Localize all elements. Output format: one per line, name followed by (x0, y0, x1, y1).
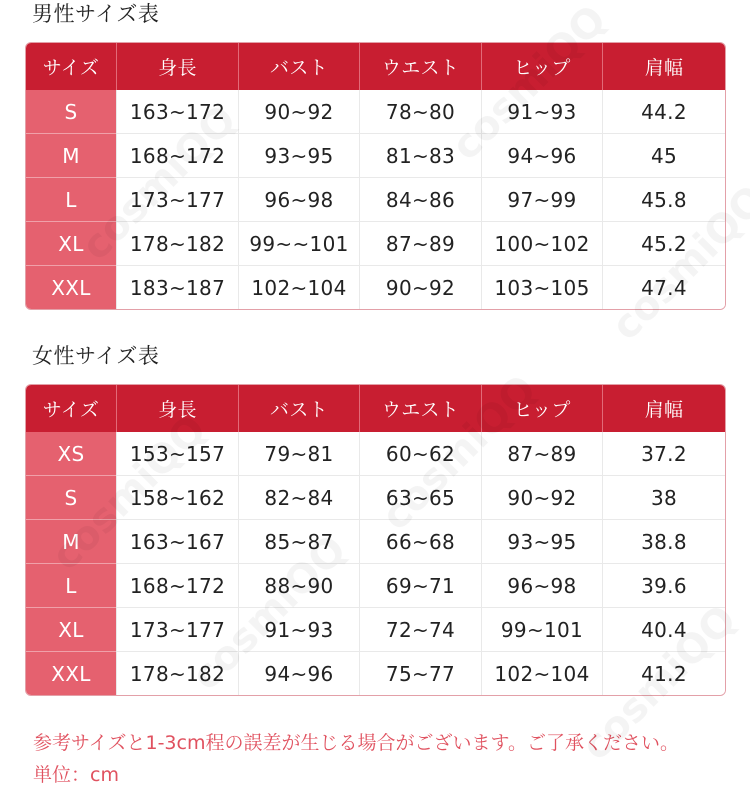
unit-note: 単位：cm (33, 764, 119, 786)
header-height: 身長 (116, 43, 238, 90)
header-shoulder: 肩幅 (602, 385, 725, 432)
height-cell: 168~172 (116, 133, 238, 177)
hip-cell: 103~105 (481, 265, 602, 309)
shoulder-cell: 41.2 (602, 651, 725, 695)
bust-cell: 93~95 (238, 133, 359, 177)
shoulder-cell: 37.2 (602, 432, 725, 475)
size-label: M (26, 519, 116, 563)
waist-cell: 87~89 (359, 221, 481, 265)
header-waist: ウエスト (359, 385, 481, 432)
height-cell: 173~177 (116, 607, 238, 651)
table-row (26, 475, 725, 519)
hip-cell: 99~101 (481, 607, 602, 651)
table-row (26, 607, 725, 651)
header-size: サイズ (26, 385, 116, 432)
hip-cell: 90~92 (481, 475, 602, 519)
waist-cell: 63~65 (359, 475, 481, 519)
waist-cell: 66~68 (359, 519, 481, 563)
table-row (26, 221, 725, 265)
size-label: S (26, 475, 116, 519)
height-cell: 173~177 (116, 177, 238, 221)
height-cell: 158~162 (116, 475, 238, 519)
shoulder-cell: 38 (602, 475, 725, 519)
waist-cell: 60~62 (359, 432, 481, 475)
bust-cell: 94~96 (238, 651, 359, 695)
header-height: 身長 (116, 385, 238, 432)
shoulder-cell: 39.6 (602, 563, 725, 607)
header-bust: バスト (238, 43, 359, 90)
hip-cell: 102~104 (481, 651, 602, 695)
bust-cell: 79~81 (238, 432, 359, 475)
shoulder-cell: 40.4 (602, 607, 725, 651)
header-bust: バスト (238, 385, 359, 432)
header-shoulder: 肩幅 (602, 43, 725, 90)
size-label: XL (26, 607, 116, 651)
height-cell: 178~182 (116, 651, 238, 695)
shoulder-cell: 38.8 (602, 519, 725, 563)
height-cell: 163~167 (116, 519, 238, 563)
height-cell: 183~187 (116, 265, 238, 309)
waist-cell: 90~92 (359, 265, 481, 309)
height-cell: 153~157 (116, 432, 238, 475)
waist-cell: 69~71 (359, 563, 481, 607)
size-label: S (26, 90, 116, 133)
shoulder-cell: 47.4 (602, 265, 725, 309)
header-waist: ウエスト (359, 43, 481, 90)
women-size-chart-title: 女性サイズ表 (32, 344, 160, 368)
header-hip: ヒップ (481, 385, 602, 432)
hip-cell: 93~95 (481, 519, 602, 563)
tolerance-note: 参考サイズと1-3cm程の誤差が生じる場合がございます。ご了承ください。 (33, 732, 679, 754)
men-size-table (25, 42, 726, 310)
hip-cell: 96~98 (481, 563, 602, 607)
bust-cell: 88~90 (238, 563, 359, 607)
header-hip: ヒップ (481, 43, 602, 90)
table-row (26, 177, 725, 221)
hip-cell: 91~93 (481, 90, 602, 133)
table-row (26, 563, 725, 607)
size-label: XXL (26, 651, 116, 695)
bust-cell: 82~84 (238, 475, 359, 519)
height-cell: 163~172 (116, 90, 238, 133)
table-header-row (26, 385, 725, 432)
bust-cell: 99~~101 (238, 221, 359, 265)
size-label: M (26, 133, 116, 177)
men-size-chart-title: 男性サイズ表 (32, 2, 160, 26)
size-label: L (26, 563, 116, 607)
table-row (26, 90, 725, 133)
bust-cell: 96~98 (238, 177, 359, 221)
height-cell: 168~172 (116, 563, 238, 607)
bust-cell: 90~92 (238, 90, 359, 133)
size-label: XL (26, 221, 116, 265)
height-cell: 178~182 (116, 221, 238, 265)
bust-cell: 102~104 (238, 265, 359, 309)
table-row (26, 265, 725, 309)
shoulder-cell: 45 (602, 133, 725, 177)
hip-cell: 100~102 (481, 221, 602, 265)
shoulder-cell: 45.8 (602, 177, 725, 221)
hip-cell: 94~96 (481, 133, 602, 177)
bust-cell: 91~93 (238, 607, 359, 651)
size-label: L (26, 177, 116, 221)
hip-cell: 97~99 (481, 177, 602, 221)
waist-cell: 72~74 (359, 607, 481, 651)
size-label: XS (26, 432, 116, 475)
waist-cell: 75~77 (359, 651, 481, 695)
table-row (26, 432, 725, 475)
header-size: サイズ (26, 43, 116, 90)
size-label: XXL (26, 265, 116, 309)
table-row (26, 519, 725, 563)
table-row (26, 133, 725, 177)
shoulder-cell: 45.2 (602, 221, 725, 265)
size-notes (33, 727, 679, 791)
women-size-table (25, 384, 726, 696)
waist-cell: 84~86 (359, 177, 481, 221)
hip-cell: 87~89 (481, 432, 602, 475)
table-header-row (26, 43, 725, 90)
table-row (26, 651, 725, 695)
waist-cell: 78~80 (359, 90, 481, 133)
shoulder-cell: 44.2 (602, 90, 725, 133)
bust-cell: 85~87 (238, 519, 359, 563)
waist-cell: 81~83 (359, 133, 481, 177)
